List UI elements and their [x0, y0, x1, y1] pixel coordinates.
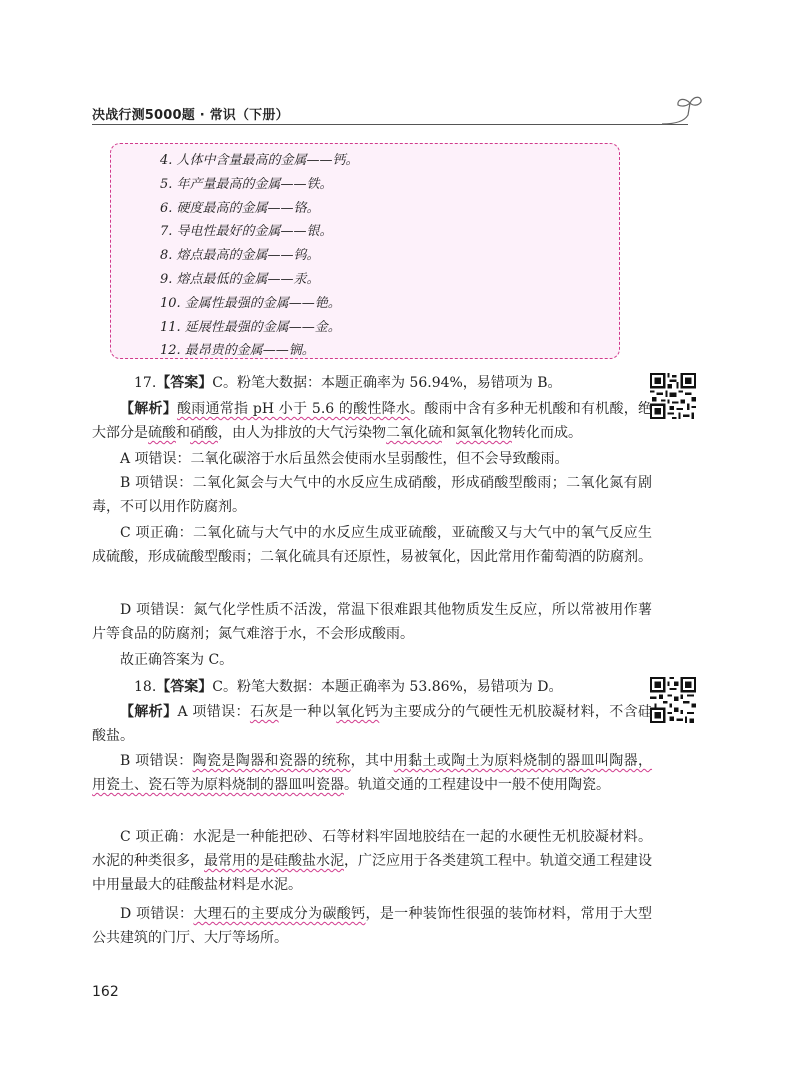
highlight: 硝酸 — [190, 425, 218, 441]
answer-text: C。粉笔大数据：本题正确率为 53.86%，易错项为 D。 — [212, 679, 563, 695]
highlight: 二氧化硫 — [386, 425, 442, 441]
analysis-text: 。酸雨中含有多种无机酸和有机酸，绝大部分是 — [92, 401, 652, 441]
q18-option-b — [92, 749, 652, 797]
highlight: 大理石的主要成分为碳酸钙 — [193, 906, 366, 922]
analysis-text: 和 — [442, 425, 456, 441]
tip-item: 12. 最昂贵的金属——锎。 — [160, 343, 315, 359]
highlight: 陶瓷是陶器和瓷器的统称 — [192, 753, 351, 769]
highlight: 用黏土或陶土为原料烧制的器皿叫陶器，用瓷土、瓷石等为原料烧制的器皿叫瓷器 — [92, 753, 653, 793]
highlight: 氮氧化物 — [456, 425, 512, 441]
answer-tag: 【答案】 — [156, 679, 213, 695]
highlight: 石灰 — [249, 704, 279, 720]
q17-option-d: D 项错误：氮气化学性质不活泼，常温下很难跟其他物质发生反应，所以常被用作薯片等食品的防腐剂；氮气难溶于水，不会形成酸雨。 — [92, 602, 652, 642]
tip-item: 9. 熔点最低的金属——汞。 — [160, 271, 320, 287]
analysis-text: 。轨道交通的工程建设中一般不使用陶瓷。 — [344, 777, 610, 793]
analysis-text: ，广泛应用于各类建筑工程中。轨道交通工程建设中用量最大的硅酸盐材料是水泥。 — [92, 853, 652, 893]
analysis-text: 为主要成分的气硬性无机胶凝材料，不含硅酸盐。 — [92, 704, 653, 744]
highlight: 氧化钙 — [336, 704, 380, 720]
qr-code-icon[interactable] — [650, 677, 696, 723]
tip-item: 10. 金属性最强的金属——铯。 — [160, 295, 341, 311]
q18-option-c — [92, 825, 652, 897]
tip-item: 11. 延展性最强的金属——金。 — [160, 319, 341, 335]
book-title: 决战行测5000题 · 常识（下册） — [92, 108, 289, 123]
analysis-text: A 项错误： — [177, 704, 250, 720]
q17-number: 17. — [134, 375, 157, 391]
q17-option-c: C 项正确：二氧化硫与大气中的水反应生成亚硫酸，亚硫酸又与大气中的氧气反应生成硫酸，形成硫酸型酸雨；二氧化硫具有还原性，易被氧化，因此常用作葡萄酒的防腐剂。 — [92, 525, 652, 565]
answer-text: C。粉笔大数据：本题正确率为 56.94%，易错项为 B。 — [212, 375, 562, 391]
q17-analysis — [92, 397, 652, 445]
analysis-text: C 项正确：水泥是一种能把砂、石等材料牢固地胶结在一起的水硬性无机胶凝材料。水泥的种类很多， — [92, 829, 652, 869]
q18-option-d — [92, 902, 652, 950]
header-rule — [92, 124, 688, 125]
analysis-text: 和 — [176, 425, 190, 441]
sprout-icon — [660, 93, 704, 127]
q18-number: 18. — [134, 679, 157, 695]
q17-option-b: B 项错误：二氧化氮会与大气中的水反应生成硝酸，形成硝酸型酸雨；二氧化氮有剧毒，不可以用作防腐剂。 — [92, 475, 652, 515]
q17-conclusion: 故正确答案为 C。 — [120, 652, 234, 668]
q17-answer — [134, 371, 562, 395]
tip-item: 6. 硬度最高的金属——铬。 — [160, 200, 320, 216]
highlight: 最常用的是硅酸盐水泥 — [204, 853, 344, 869]
answer-tag: 【答案】 — [156, 375, 213, 391]
analysis-tag: 【解析】 — [120, 401, 177, 417]
tip-list — [160, 149, 359, 363]
analysis-tag: 【解析】 — [120, 704, 178, 720]
q17-option-a: A 项错误：二氧化碳溶于水后虽然会使雨水呈弱酸性，但不会导致酸雨。 — [120, 451, 569, 467]
q18-answer — [134, 675, 562, 699]
highlight: 硫酸 — [148, 425, 176, 441]
page-number: 162 — [92, 984, 119, 1000]
analysis-text: 转化而成。 — [512, 425, 582, 441]
tip-item: 5. 年产量最高的金属——铁。 — [160, 176, 333, 192]
highlight: 酸雨通常指 pH 小于 5.6 的酸性降水 — [176, 401, 411, 417]
q18-option-a — [92, 700, 652, 748]
tip-item: 7. 导电性最好的金属——银。 — [160, 224, 333, 240]
qr-code-icon[interactable] — [650, 373, 696, 419]
analysis-text: D 项错误： — [120, 906, 194, 922]
analysis-text: B 项错误： — [120, 753, 193, 769]
analysis-text: ，是一种装饰性很强的装饰材料，常用于大型公共建筑的门厅、大厅等场所。 — [92, 906, 652, 946]
tip-item: 4. 人体中含量最高的金属——钙。 — [160, 153, 359, 168]
analysis-text: ，其中 — [350, 753, 394, 769]
analysis-text: 是一种以 — [278, 704, 337, 720]
tip-item: 8. 熔点最高的金属——钨。 — [160, 248, 320, 264]
analysis-text: ，由人为排放的大气污染物 — [218, 425, 386, 441]
